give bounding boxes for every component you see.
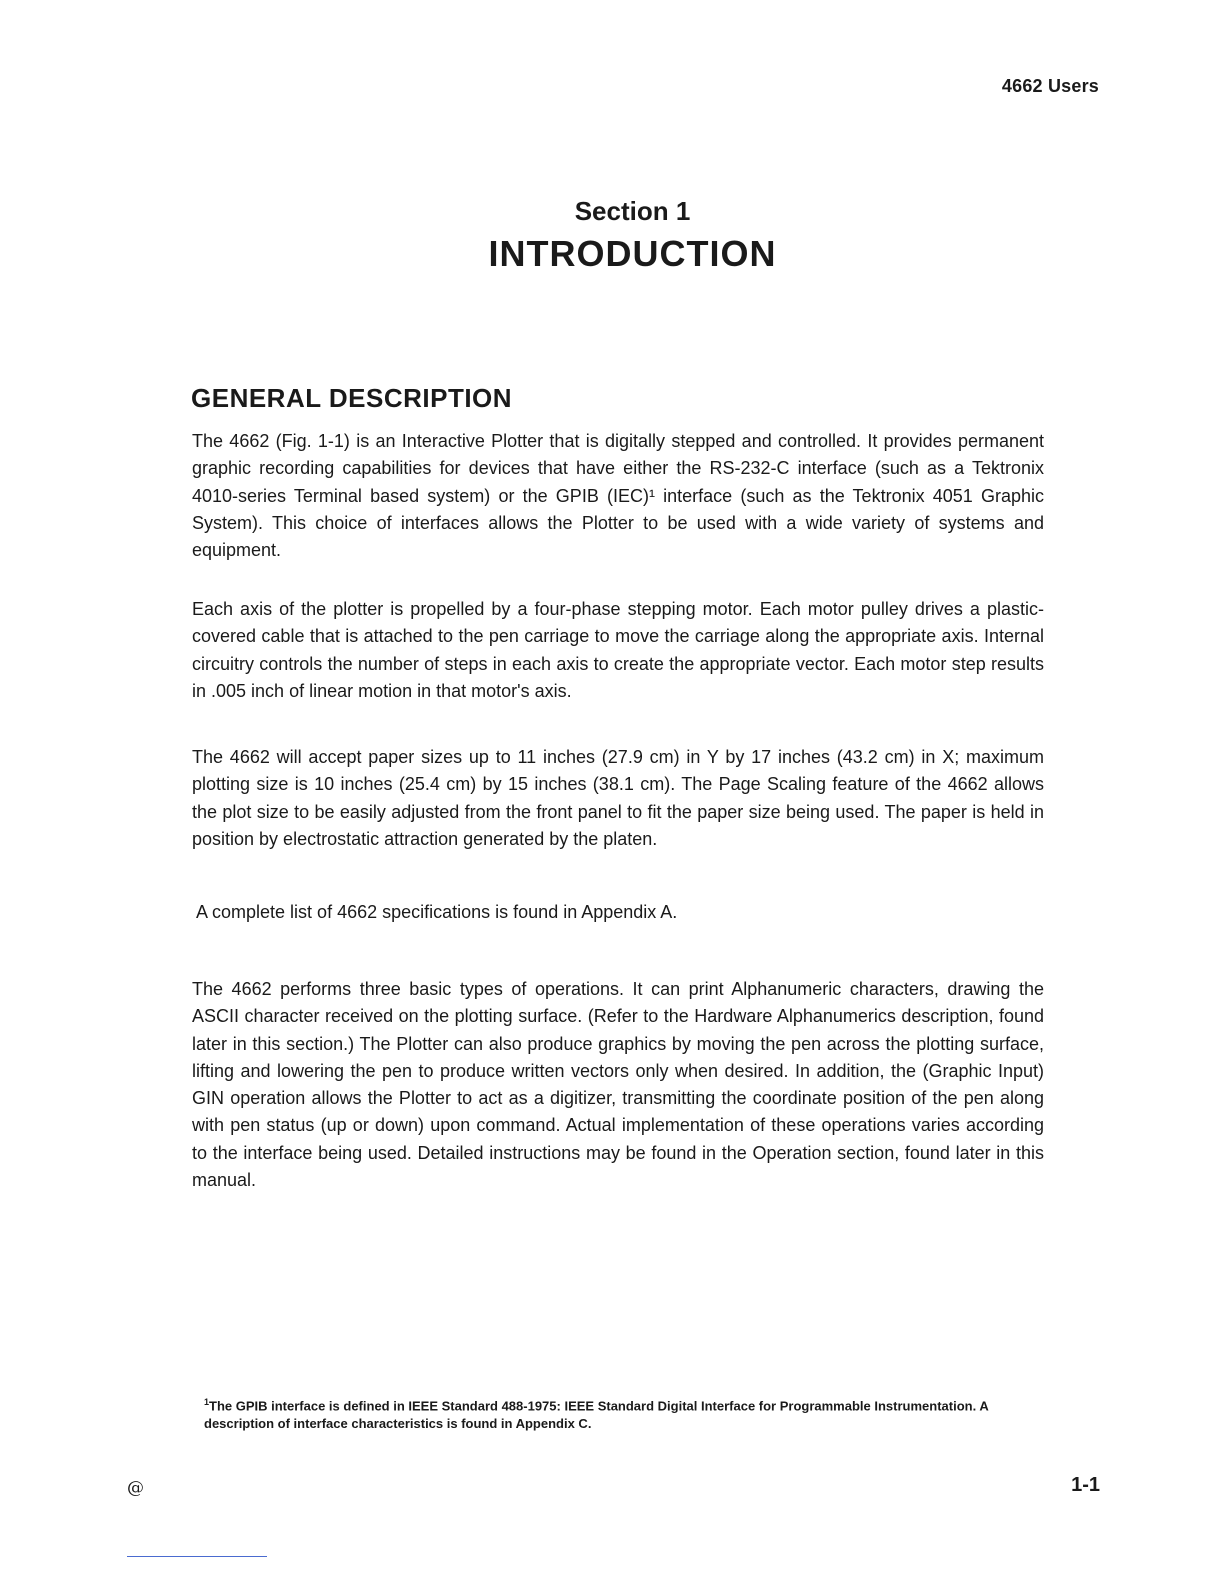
- section-title: INTRODUCTION: [488, 233, 777, 274]
- paragraph-specifications: A complete list of 4662 specifications is found in Appendix A.: [196, 902, 678, 922]
- paragraph-operations: The 4662 performs three basic types of operations. It can print Alphanumeric characters, drawing the ASCII character received on the plotting surface. (Refer to the Hardware Alphanumerics description, found later in this section.) The Plotter can also produce graphics by moving the pen across the plotting surface, lifting and lowering the pen to produce written vectors only when desired. In addition, the (Graphic Input) GIN operation allows the Plotter to act as a digitizer, transmitting the coordinate position of the pen along with pen status (up or down) upon command. Actual implementation of these operations varies according to the interface being used. Detailed instructions may be found in the Operation section, found later in this manual.: [192, 979, 1044, 1191]
- copyright-mark: @: [127, 1478, 144, 1498]
- bottom-edge-divider: [127, 1556, 267, 1557]
- page-number: 1-1: [1071, 1474, 1100, 1496]
- running-header: 4662 Users: [1001, 76, 1099, 96]
- paragraph-axis-drive: Each axis of the plotter is propelled by a four-phase stepping motor. Each motor pulley drives a plastic-covered cable that is attached to the pen carriage to move the carriage along the appropriate axis. Internal circuitry controls the number of steps in each axis to create the appropriate vector. Each motor step results in .005 inch of linear motion in that motor's axis.: [192, 599, 1044, 701]
- footnote: [204, 1393, 1056, 1433]
- general-description-heading: GENERAL DESCRIPTION: [191, 383, 513, 413]
- paragraph-overview: The 4662 (Fig. 1-1) is an Interactive Plotter that is digitally stepped and controlled. It provides permanent graphic recording capabilities for devices that have either the RS-232-C interface (such as a Tektronix 4010-series Terminal based system) or the GPIB (IEC)¹ interface (such as the Tektronix 4051 Graphic System). This choice of interfaces allows the Plotter to be used with a wide variety of systems and equipment.: [192, 431, 1044, 561]
- footnote-text: The GPIB interface is defined in IEEE Standard 488-1975: IEEE Standard Digital Interface for Programmable Instrumentation. A description of interface characteristics is found in Appendix C.: [204, 1398, 989, 1432]
- section-number: Section 1: [574, 196, 691, 226]
- footnote-marker: 1: [204, 1397, 210, 1407]
- paragraph-paper-size: The 4662 will accept paper sizes up to 11 inches (27.9 cm) in Y by 17 inches (43.2 cm) in X; maximum plotting size is 10 inches (25.4 cm) by 15 inches (38.1 cm). The Page Scaling feature of the 4662 allows the plot size to be easily adjusted from the front panel to fit the paper size being used. The paper is held in position by electrostatic attraction generated by the platen.: [192, 747, 1044, 849]
